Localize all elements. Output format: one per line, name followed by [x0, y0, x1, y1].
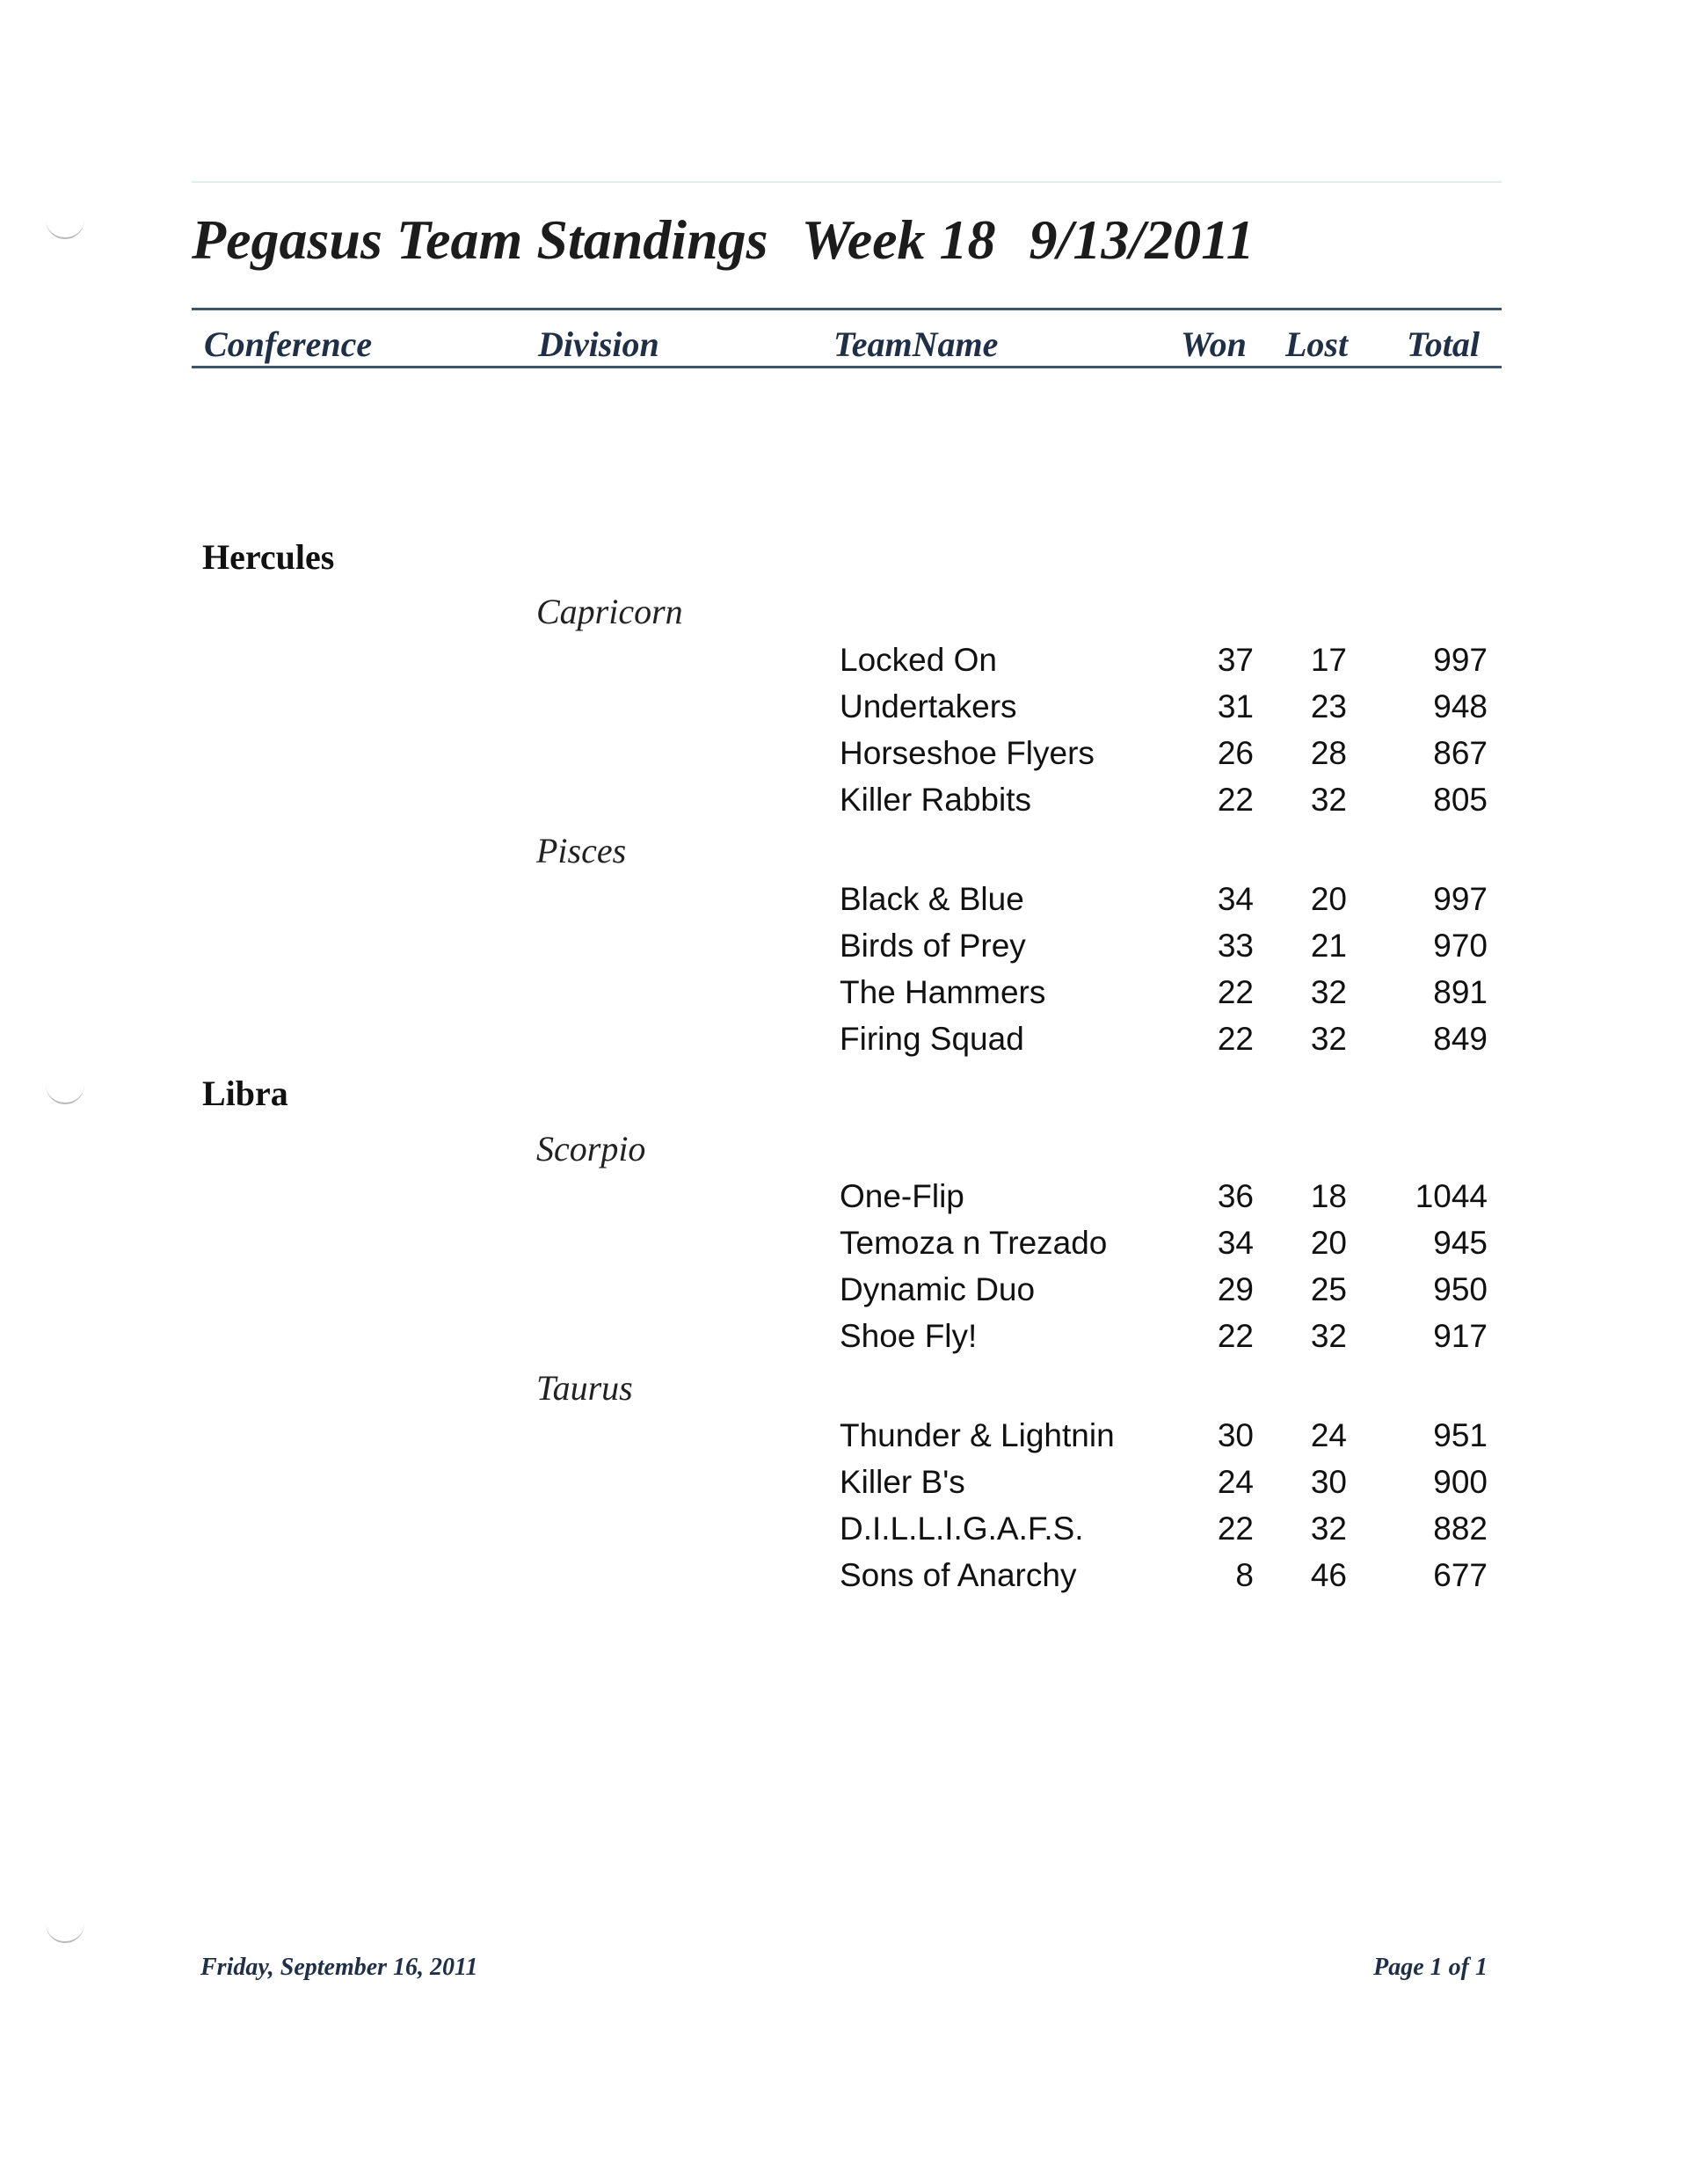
column-header-division: Division	[538, 324, 659, 364]
team-name: Firing Squad	[840, 1021, 1024, 1057]
team-name: Black & Blue	[840, 881, 1024, 917]
header-rule-faint	[192, 181, 1502, 183]
team-total: 948	[1433, 688, 1488, 724]
team-won: 30	[1217, 1417, 1254, 1453]
conference-name: Libra	[202, 1074, 288, 1113]
team-won: 34	[1217, 881, 1254, 917]
column-header-lost: Lost	[1285, 324, 1349, 364]
division-name: Taurus	[536, 1368, 633, 1408]
team-name: Sons of Anarchy	[840, 1557, 1077, 1593]
team-total: 997	[1433, 881, 1488, 917]
footer-printed-date: Friday, September 16, 2011	[200, 1954, 478, 1981]
team-total: 882	[1433, 1511, 1488, 1547]
table-row	[0, 974, 1688, 1020]
team-name: Birds of Prey	[840, 928, 1026, 964]
team-total: 997	[1433, 642, 1488, 678]
team-won: 37	[1217, 642, 1254, 678]
team-won: 22	[1217, 1021, 1254, 1057]
binder-hole-mark	[46, 1083, 84, 1104]
team-lost: 32	[1310, 782, 1347, 818]
column-header-won: Won	[1181, 324, 1247, 364]
team-won: 36	[1217, 1178, 1254, 1214]
team-won: 29	[1217, 1271, 1254, 1307]
team-lost: 18	[1310, 1178, 1347, 1214]
team-name: Thunder & Lightnin	[840, 1417, 1115, 1453]
header-rule-bottom	[192, 366, 1502, 368]
division-name: Capricorn	[536, 592, 683, 631]
team-name: Undertakers	[840, 688, 1017, 724]
team-name: Dynamic Duo	[840, 1271, 1036, 1307]
team-won: 31	[1217, 688, 1254, 724]
table-row	[0, 1021, 1688, 1067]
team-lost: 32	[1310, 974, 1347, 1010]
team-total: 950	[1433, 1271, 1488, 1307]
table-row	[0, 1464, 1688, 1510]
table-row	[0, 1557, 1688, 1603]
title-date: 9/13/2011	[1029, 208, 1255, 271]
team-won: 22	[1217, 1318, 1254, 1354]
team-won: 22	[1217, 782, 1254, 818]
team-won: 24	[1217, 1464, 1254, 1500]
team-lost: 32	[1310, 1021, 1347, 1057]
team-name: Horseshoe Flyers	[840, 735, 1095, 771]
team-lost: 20	[1310, 1225, 1347, 1261]
team-lost: 46	[1310, 1557, 1347, 1593]
team-total: 867	[1433, 735, 1488, 771]
team-lost: 32	[1310, 1318, 1347, 1354]
team-name: Shoe Fly!	[840, 1318, 978, 1354]
team-won: 22	[1217, 974, 1254, 1010]
binder-hole-mark	[46, 218, 84, 239]
page-title	[192, 207, 1288, 273]
team-name: Temoza n Trezado	[840, 1225, 1108, 1261]
table-row	[0, 642, 1688, 688]
column-header-team: TeamName	[833, 324, 999, 364]
title-week: Week 18	[801, 208, 996, 271]
team-total: 891	[1433, 974, 1488, 1010]
team-name: Locked On	[840, 642, 997, 678]
team-total: 970	[1433, 928, 1488, 964]
table-row	[0, 928, 1688, 973]
table-row	[0, 1178, 1688, 1224]
table-row	[0, 782, 1688, 827]
header-rule-top	[192, 308, 1502, 310]
team-lost: 20	[1310, 881, 1347, 917]
team-lost: 25	[1310, 1271, 1347, 1307]
table-row	[0, 1511, 1688, 1556]
team-total: 900	[1433, 1464, 1488, 1500]
conference-name: Hercules	[202, 537, 335, 577]
table-row	[0, 688, 1688, 734]
team-lost: 17	[1310, 642, 1347, 678]
team-lost: 28	[1310, 735, 1347, 771]
table-row	[0, 1318, 1688, 1364]
team-won: 34	[1217, 1225, 1254, 1261]
table-row	[0, 1417, 1688, 1463]
team-won: 26	[1217, 735, 1254, 771]
team-won: 22	[1217, 1511, 1254, 1547]
table-row	[0, 735, 1688, 781]
team-won: 33	[1217, 928, 1254, 964]
team-name: The Hammers	[840, 974, 1046, 1010]
title-league: Pegasus Team Standings	[192, 208, 768, 271]
team-name: D.I.L.L.I.G.A.F.S.	[840, 1511, 1084, 1547]
team-lost: 30	[1310, 1464, 1347, 1500]
division-name: Scorpio	[536, 1129, 646, 1168]
team-total: 805	[1433, 782, 1488, 818]
team-won: 8	[1235, 1557, 1254, 1593]
team-lost: 23	[1310, 688, 1347, 724]
column-header-conference: Conference	[204, 324, 373, 364]
team-total: 945	[1433, 1225, 1488, 1261]
division-name: Pisces	[536, 831, 627, 870]
team-total: 677	[1433, 1557, 1488, 1593]
team-name: Killer B's	[840, 1464, 965, 1500]
team-total: 1044	[1415, 1178, 1488, 1214]
team-lost: 32	[1310, 1511, 1347, 1547]
table-row	[0, 881, 1688, 927]
team-total: 849	[1433, 1021, 1488, 1057]
table-row	[0, 1225, 1688, 1270]
footer-page-number: Page 1 of 1	[1373, 1954, 1488, 1981]
binder-hole-mark	[46, 1922, 84, 1943]
team-lost: 21	[1310, 928, 1347, 964]
team-total: 951	[1433, 1417, 1488, 1453]
team-lost: 24	[1310, 1417, 1347, 1453]
column-header-total: Total	[1407, 324, 1480, 364]
table-row	[0, 1271, 1688, 1317]
team-name: One-Flip	[840, 1178, 964, 1214]
team-name: Killer Rabbits	[840, 782, 1031, 818]
team-total: 917	[1433, 1318, 1488, 1354]
